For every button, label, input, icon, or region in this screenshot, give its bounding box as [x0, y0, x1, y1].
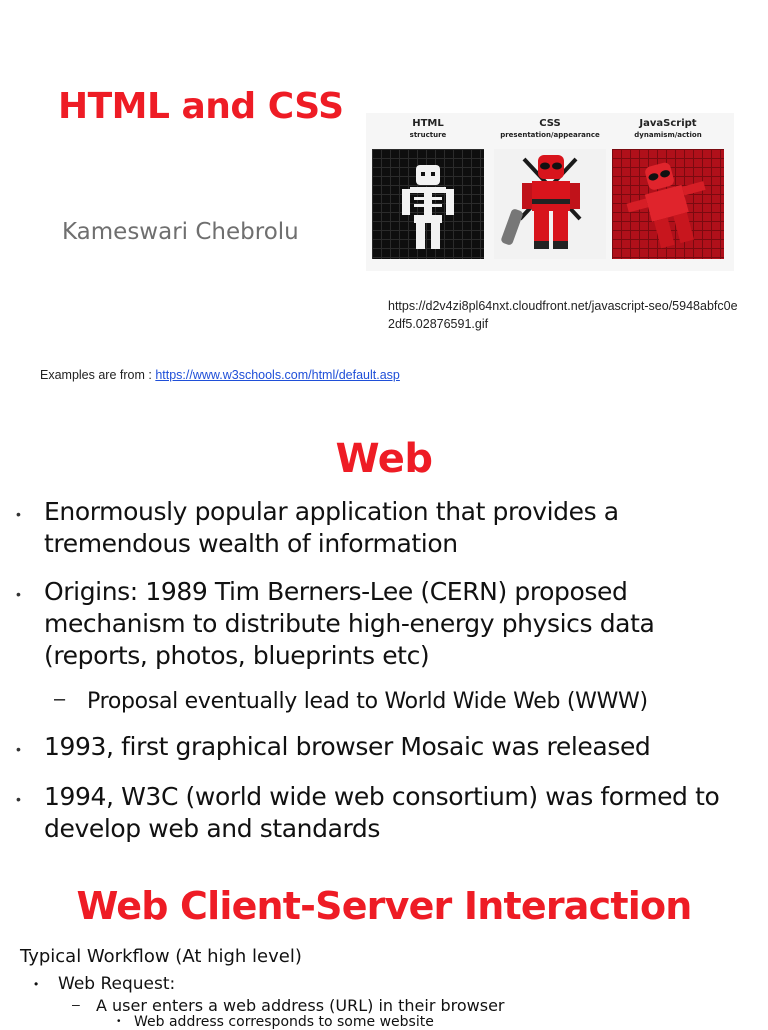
workflow-heading: Typical Workflow (At high level) [20, 946, 302, 967]
image-source-caption: https://d2v4zi8pl64nxt.cloudfront.net/javascript-seo/5948abfc0e2df5.02876591.gif [388, 299, 738, 331]
image-col-css-sub: presentation/appearance [500, 131, 600, 139]
image-col-css-heading: CSS [539, 118, 561, 129]
slide-title-html-css: HTML and CSS [58, 86, 344, 127]
deadpool-action-icon [612, 149, 724, 259]
image-col-js [612, 117, 724, 140]
deadpool-figure-panel [494, 149, 606, 259]
bullet-dot: • [16, 791, 21, 807]
sub-bullet-dash: – [72, 996, 80, 1012]
image-col-js-sub: dynamism/action [634, 131, 702, 139]
slide-title-web: Web [335, 436, 433, 482]
deadpool-figure-icon [494, 149, 606, 259]
sub-bullet-www: Proposal eventually lead to World Wide Web (WWW) [87, 689, 648, 714]
examples-prefix: Examples are from : [40, 368, 156, 382]
bullet-dot: • [16, 586, 21, 602]
html-css-js-lego-image [366, 113, 734, 271]
image-col-css [494, 117, 606, 140]
user-enters-url-item: A user enters a web address (URL) in their browser [96, 996, 505, 1015]
bullet-dot: • [34, 977, 39, 991]
bullet-origins: Origins: 1989 Tim Berners-Lee (CERN) proposed mechanism to distribute high-energy physics data (reports, photos, blueprints etc) [44, 577, 655, 670]
examples-note [40, 368, 400, 382]
bullet-popular-application: Enormously popular application that provides a tremendous wealth of information [44, 497, 619, 558]
slide-title-client-server: Web Client-Server Interaction [76, 884, 692, 928]
bullet-dot: • [16, 506, 21, 522]
skeleton-figure-panel [372, 149, 484, 259]
image-col-html-sub: structure [409, 131, 447, 139]
web-address-item: Web address corresponds to some website [134, 1014, 434, 1030]
bullet-mosaic: 1993, first graphical browser Mosaic was released [44, 732, 651, 761]
bullet-dot: • [16, 741, 21, 757]
bullet-dot: • [117, 1016, 121, 1027]
web-request-item: Web Request: [58, 974, 176, 994]
image-col-js-heading: JavaScript [639, 118, 697, 129]
skeleton-figure-icon [372, 149, 484, 259]
image-col-html-heading: HTML [412, 118, 444, 129]
w3schools-link[interactable]: https://www.w3schools.com/html/default.asp [155, 368, 400, 382]
deadpool-action-panel [612, 149, 724, 259]
bullet-w3c: 1994, W3C (world wide web consortium) was formed to develop web and standards [44, 782, 720, 843]
sub-bullet-dash: – [54, 688, 66, 710]
image-col-html [372, 117, 484, 140]
author-name: Kameswari Chebrolu [62, 219, 299, 245]
